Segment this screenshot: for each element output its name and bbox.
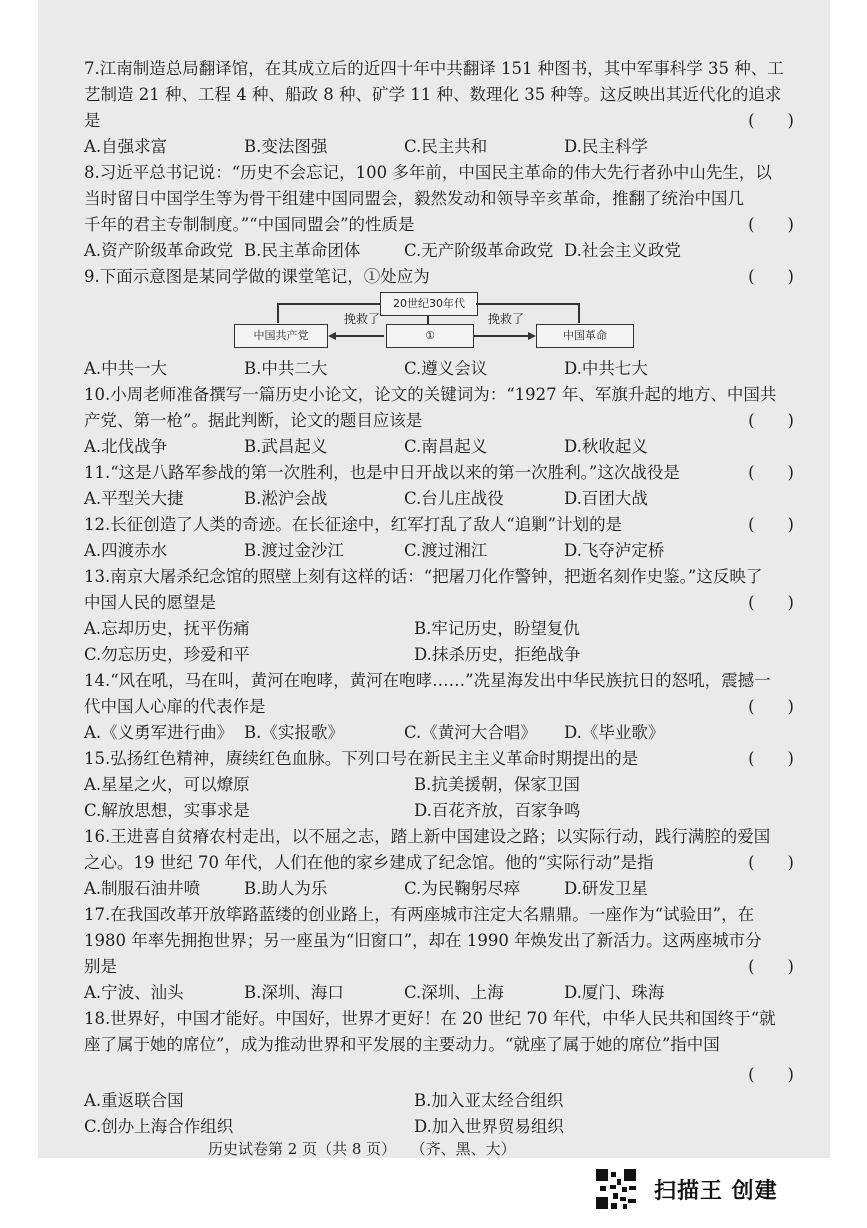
option-a[interactable]: A.忘却历史，抚平伤痛 [84, 619, 250, 638]
q17-line-1: 17.在我国改革开放筚路蓝缕的创业路上，有两座城市注定大名鼎鼎。一座作为“试验田”，在 [84, 905, 755, 924]
option-d[interactable]: D.飞夺泸定桥 [564, 541, 665, 560]
arrow-left-shaft [334, 335, 384, 337]
q14-line-2 [84, 694, 814, 720]
answer-bracket: ( ) [748, 957, 794, 976]
option-b[interactable]: B.变法图强 [244, 137, 328, 156]
option-b[interactable]: B.民主革命团体 [244, 241, 361, 260]
option-a[interactable]: A.星星之火，可以燎原 [84, 775, 250, 794]
q10-options [84, 434, 814, 460]
q11-options [84, 486, 814, 512]
option-a[interactable]: A.资产阶级革命政党 [84, 241, 234, 260]
answer-bracket: ( ) [748, 749, 794, 768]
scanner-watermark [596, 1166, 778, 1212]
answer-bracket: ( ) [748, 515, 794, 534]
answer-bracket: ( ) [748, 1065, 794, 1084]
option-d[interactable]: D.百团大战 [564, 489, 648, 508]
option-b[interactable]: B.渡过金沙江 [244, 541, 344, 560]
q14-line-1: 14.“风在吼，马在叫，黄河在咆哮，黄河在咆哮……”冼星海发出中华民族抗日的怒吼，震撼一 [84, 671, 771, 690]
option-c[interactable]: C.台儿庄战役 [404, 489, 504, 508]
answer-bracket: ( ) [748, 111, 794, 130]
option-c[interactable]: C.勿忘历史，珍爱和平 [84, 645, 250, 664]
exam-page [38, 0, 830, 1158]
q7-line-3 [84, 108, 814, 134]
q10-line-2 [84, 408, 814, 434]
answer-bracket: ( ) [748, 267, 794, 286]
option-c[interactable]: C.无产阶级革命政党 [404, 241, 554, 260]
arrow-right-icon [528, 332, 536, 340]
q14-line-2-text: 代中国人心扉的代表作是 [84, 697, 266, 716]
q13-options-row-1 [84, 616, 814, 642]
option-c[interactable]: C.解放思想，实事求是 [84, 801, 250, 820]
option-d[interactable]: D.厦门、珠海 [564, 983, 665, 1002]
q18-bracket-line [84, 1062, 814, 1088]
diagram-center-box: ① [386, 324, 474, 348]
option-c[interactable]: C.遵义会议 [404, 359, 488, 378]
option-a[interactable]: A.制服石油井喷 [84, 879, 201, 898]
q17-line-3 [84, 954, 814, 980]
q18-line-1: 18.世界好，中国才能好。中国好，世界才更好！在 20 世纪 70 年代，中华人民共和国终于“就 [84, 1009, 776, 1028]
option-b[interactable]: B.武昌起义 [244, 437, 328, 456]
option-d[interactable]: D.加入世界贸易组织 [414, 1117, 564, 1136]
qr-code-icon [596, 1169, 636, 1209]
diagram-top-box: 20世纪30年代 [380, 292, 478, 316]
option-d[interactable]: D.民主科学 [564, 137, 648, 156]
q12-line-1 [84, 512, 814, 538]
q7-line-1: 7.江南制造总局翻译馆，在其成立后的近四十年中共翻译 151 种图书，其中军事科学 35 种、工 [84, 59, 784, 78]
q7-line-3-text: 是 [84, 111, 101, 130]
q17-options [84, 980, 814, 1006]
q8-line-3 [84, 212, 814, 238]
option-c[interactable]: C.《黄河大合唱》 [404, 723, 537, 742]
q12-line-1-text: 12.长征创造了人类的奇迹。在长征途中，红军打乱了敌人“追剿”计划的是 [84, 515, 623, 534]
q18-options-row-1 [84, 1088, 814, 1114]
q17-line-2: 1980 年率先拥抱世界；另一座虽为“旧窗口”，却在 1990 年焕发出了新活力。这两座城市分 [84, 931, 762, 950]
q16-line-2-text: 之心。19 世纪 70 年代，人们在他的家乡建成了纪念馆。他的“实际行动”是指 [84, 853, 654, 872]
q16-options [84, 876, 814, 902]
diagram-connector [476, 303, 579, 305]
q14-options [84, 720, 814, 746]
q8-options [84, 238, 814, 264]
answer-bracket: ( ) [748, 593, 794, 612]
option-b[interactable]: B.淞沪会战 [244, 489, 328, 508]
q9-diagram [84, 292, 814, 350]
q18-options-row-2 [84, 1114, 814, 1140]
option-d[interactable]: D.中共七大 [564, 359, 648, 378]
option-c[interactable]: C.民主共和 [404, 137, 488, 156]
option-a[interactable]: A.四渡赤水 [84, 541, 168, 560]
q13-line-2 [84, 590, 814, 616]
diagram-left-box: 中国共产党 [234, 324, 328, 348]
answer-bracket: ( ) [748, 853, 794, 872]
arrow-left-icon [328, 332, 336, 340]
answer-bracket: ( ) [748, 697, 794, 716]
diagram-connector [277, 303, 279, 323]
option-b[interactable]: B.抗美援朝，保家卫国 [414, 775, 580, 794]
option-b[interactable]: B.中共二大 [244, 359, 328, 378]
answer-bracket: ( ) [748, 215, 794, 234]
arrow-label-left: 挽救了 [344, 312, 381, 326]
q15-line-1 [84, 746, 814, 772]
option-b[interactable]: B.《实报歌》 [244, 723, 344, 742]
q18-line-2: 座了属于她的席位”，成为推动世界和平发展的主要动力。“就座了属于她的席位”指中国 [84, 1035, 720, 1054]
answer-bracket: ( ) [748, 411, 794, 430]
footer-page-info: 历史试卷第 2 页（共 8 页） [208, 1140, 397, 1158]
q8-line-1: 8.习近平总书记说：“历史不会忘记，100 多年前，中国民主革命的伟大先行者孙中山先生，以 [84, 163, 772, 182]
option-c[interactable]: C.为民鞠躬尽瘁 [404, 879, 521, 898]
option-b[interactable]: B.加入亚太经合组织 [414, 1091, 564, 1110]
footer-region-tag: （齐、黑、大） [418, 1140, 516, 1158]
q15-options-row-2 [84, 798, 814, 824]
q8-line-2: 当时留日中国学生等为骨干组建中国同盟会，毅然发动和领导辛亥革命，推翻了统治中国几 [84, 189, 744, 208]
q10-line-2-text: 产党、第一枪”。据此判断，论文的题目应该是 [84, 411, 423, 430]
option-d[interactable]: D.研发卫星 [564, 879, 648, 898]
diagram-connector [427, 315, 429, 324]
arrow-right-shaft [474, 335, 528, 337]
q9-line-1 [84, 264, 814, 290]
diagram-connector [277, 303, 380, 305]
diagram-connector [578, 303, 580, 323]
option-b[interactable]: B.深圳、海口 [244, 983, 344, 1002]
option-a[interactable]: A.中共一大 [84, 359, 168, 378]
q7-options [84, 134, 814, 160]
page-footer [208, 1138, 516, 1158]
option-d[interactable]: D.《毕业歌》 [564, 723, 665, 742]
option-a[interactable]: A.《义勇军进行曲》 [84, 723, 234, 742]
q10-line-1: 10.小周老师准备撰写一篇历史小论文，论文的关键词为：“1927 年、军旗升起的地方、中国共 [84, 385, 777, 404]
option-a[interactable]: A.重返联合国 [84, 1091, 184, 1110]
option-c[interactable]: C.渡过湘江 [404, 541, 488, 560]
option-d[interactable]: D.社会主义政党 [564, 241, 681, 260]
q17-line-3-text: 别是 [84, 957, 117, 976]
q16-line-2 [84, 850, 814, 876]
option-a[interactable]: A.北伐战争 [84, 437, 168, 456]
q15-options-row-1 [84, 772, 814, 798]
option-d[interactable]: D.秋收起义 [564, 437, 648, 456]
option-b[interactable]: B.助人为乐 [244, 879, 328, 898]
q11-line-1 [84, 460, 814, 486]
q15-line-1-text: 15.弘扬红色精神，赓续红色血脉。下列口号在新民主主义革命时期提出的是 [84, 749, 639, 768]
scanner-label: 扫描王 创建 [654, 1178, 778, 1204]
q7-line-2: 艺制造 21 种、工程 4 种、船政 8 种、矿学 11 种、数理化 35 种等。这反映出其近代化的追求 [84, 85, 782, 104]
option-d[interactable]: D.抹杀历史，拒绝战争 [414, 645, 581, 664]
option-a[interactable]: A.平型关大捷 [84, 489, 184, 508]
option-c[interactable]: C.深圳、上海 [404, 983, 504, 1002]
q13-line-1: 13.南京大屠杀纪念馆的照壁上刻有这样的话：“把屠刀化作警钟，把逝名刻作史鉴。”这反映了 [84, 567, 763, 586]
q9-options [84, 356, 814, 382]
arrow-label-right: 挽救了 [488, 312, 525, 326]
option-c[interactable]: C.创办上海合作组织 [84, 1117, 234, 1136]
answer-bracket: ( ) [748, 463, 794, 482]
question-list [84, 56, 814, 1140]
q13-line-2-text: 中国人民的愿望是 [84, 593, 216, 612]
q11-line-1-text: 11.“这是八路军参战的第一次胜利，也是中日开战以来的第一次胜利。”这次战役是 [84, 463, 680, 482]
q13-options-row-2 [84, 642, 814, 668]
q12-options [84, 538, 814, 564]
diagram-right-box: 中国革命 [536, 324, 634, 348]
q9-line-1-text: 9.下面示意图是某同学做的课堂笔记，①处应为 [84, 267, 430, 286]
q16-line-1: 16.王进喜自贫瘠农村走出，以不屈之志，踏上新中国建设之路；以实际行动，践行满腔的爱国 [84, 827, 771, 846]
option-a[interactable]: A.宁波、汕头 [84, 983, 184, 1002]
option-d[interactable]: D.百花齐放，百家争鸣 [414, 801, 581, 820]
option-b[interactable]: B.牢记历史，盼望复仇 [414, 619, 580, 638]
q8-line-3-text: 千年的君主专制制度。”“中国同盟会”的性质是 [84, 215, 415, 234]
option-a[interactable]: A.自强求富 [84, 137, 168, 156]
option-c[interactable]: C.南昌起义 [404, 437, 488, 456]
